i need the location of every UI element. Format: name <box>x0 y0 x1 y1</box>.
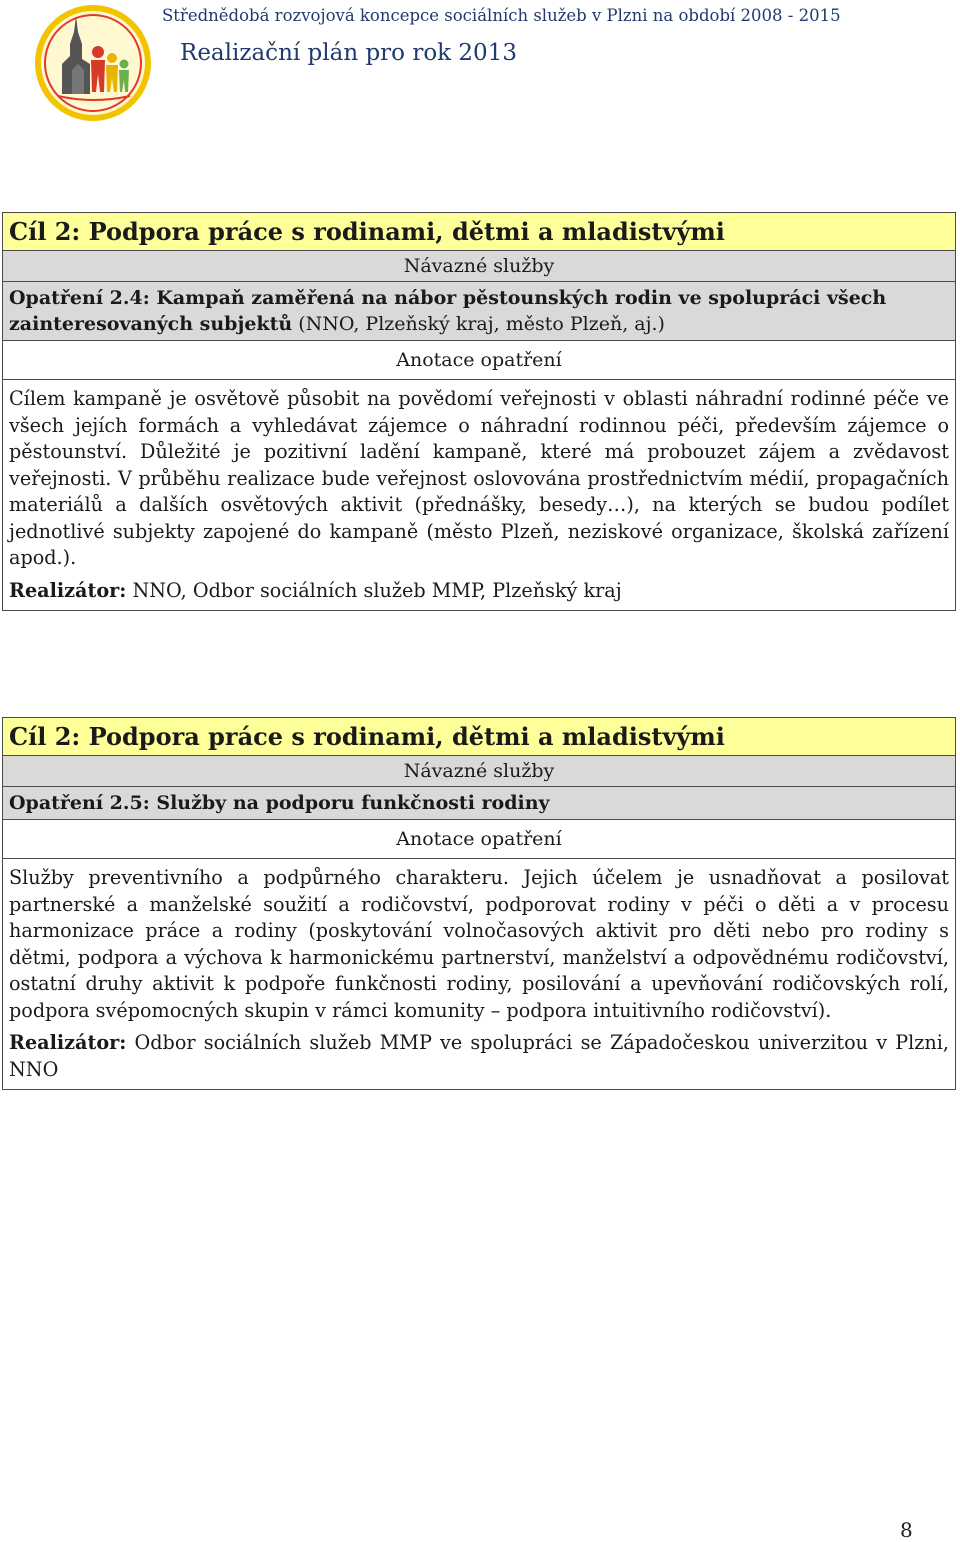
realizer-value: NNO, Odbor sociálních služeb MMP, Plzeňský kraj <box>126 578 622 602</box>
measure-title <box>3 282 956 341</box>
measure-title <box>3 787 956 820</box>
document-title: Střednědobá rozvojová koncepce sociálních služeb v Plzni na období 2008 - 2015 <box>162 6 841 25</box>
measure-title-rest: (NNO, Plzeňský kraj, město Plzeň, aj.) <box>292 313 665 335</box>
realizer-value: Odbor sociálních služeb MMP ve spolupráci se Západočeskou univerzitou v Plzni, NNO <box>9 1031 949 1081</box>
goal-heading: Cíl 2: Podpora práce s rodinami, dětmi a mladistvými <box>3 718 956 756</box>
measure-block-2-5 <box>2 717 956 1090</box>
annotation-body <box>3 859 956 1090</box>
annotation-label: Anotace opatření <box>3 341 956 380</box>
category-label: Návazné služby <box>3 251 956 282</box>
annotation-text: Služby preventivního a podpůrného charakteru. Jejich účelem je usnadňovat a posilovat partnerské a manželské soužití a rodičovství, podporovat rodiny v péči o děti a v procesu harmonizace práce a rodiny (poskytování volnočasových aktivit pro děti nebo pro rodiny s dětmi, podpora a výchova k harmonickému partnerství, manželství a odpovědnému rodičovství, ostatní druhy aktivit k podpoře funkčnosti rodiny, posilování a upevňování rodičovských rolí, podpora svépomocných skupin v rámci komunity – podpora intuitivního rodičovství). <box>9 866 949 1022</box>
city-logo-icon <box>34 4 152 122</box>
goal-heading: Cíl 2: Podpora práce s rodinami, dětmi a mladistvými <box>3 213 956 251</box>
realizer-line <box>9 1030 949 1083</box>
measure-block-2-4 <box>2 212 956 611</box>
measure-title-bold: Opatření 2.5: Služby na podporu funkčnosti rodiny <box>9 792 550 814</box>
category-label: Návazné služby <box>3 756 956 787</box>
realizer-label: Realizátor: <box>9 578 127 602</box>
document-subtitle: Realizační plán pro rok 2013 <box>180 40 517 66</box>
realizer-label: Realizátor: <box>9 1031 127 1054</box>
annotation-label: Anotace opatření <box>3 820 956 859</box>
annotation-text: Cílem kampaně je osvětově působit na povědomí veřejnosti v oblasti náhradní rodinné péče ve všech jejích formách a vyhledávat zájemce o náhradní rodinnou péči, především zájemce o pěstounství. Důležité je pozitivní ladění kampaně, které má probouzet zájem a zvědavost veřejnosti. V průběhu realizace bude veřejnost oslovována prostřednictvím médií, propagačních materiálů a dalších osvětových aktivit (přednášky, besedy…), na kterých se budou podílet jednotlivé subjekty zapojené do kampaně (město Plzeň, neziskové organizace, školská zařízení apod.). <box>9 387 949 569</box>
realizer-line <box>9 578 949 605</box>
measure-title-bold: Opatření 2.4: Kampaň zaměřená na nábor pěstounských rodin ve spolupráci všech zainteresovaných subjektů <box>9 287 887 335</box>
page-number: 8 <box>900 1518 913 1542</box>
annotation-body <box>3 380 956 611</box>
